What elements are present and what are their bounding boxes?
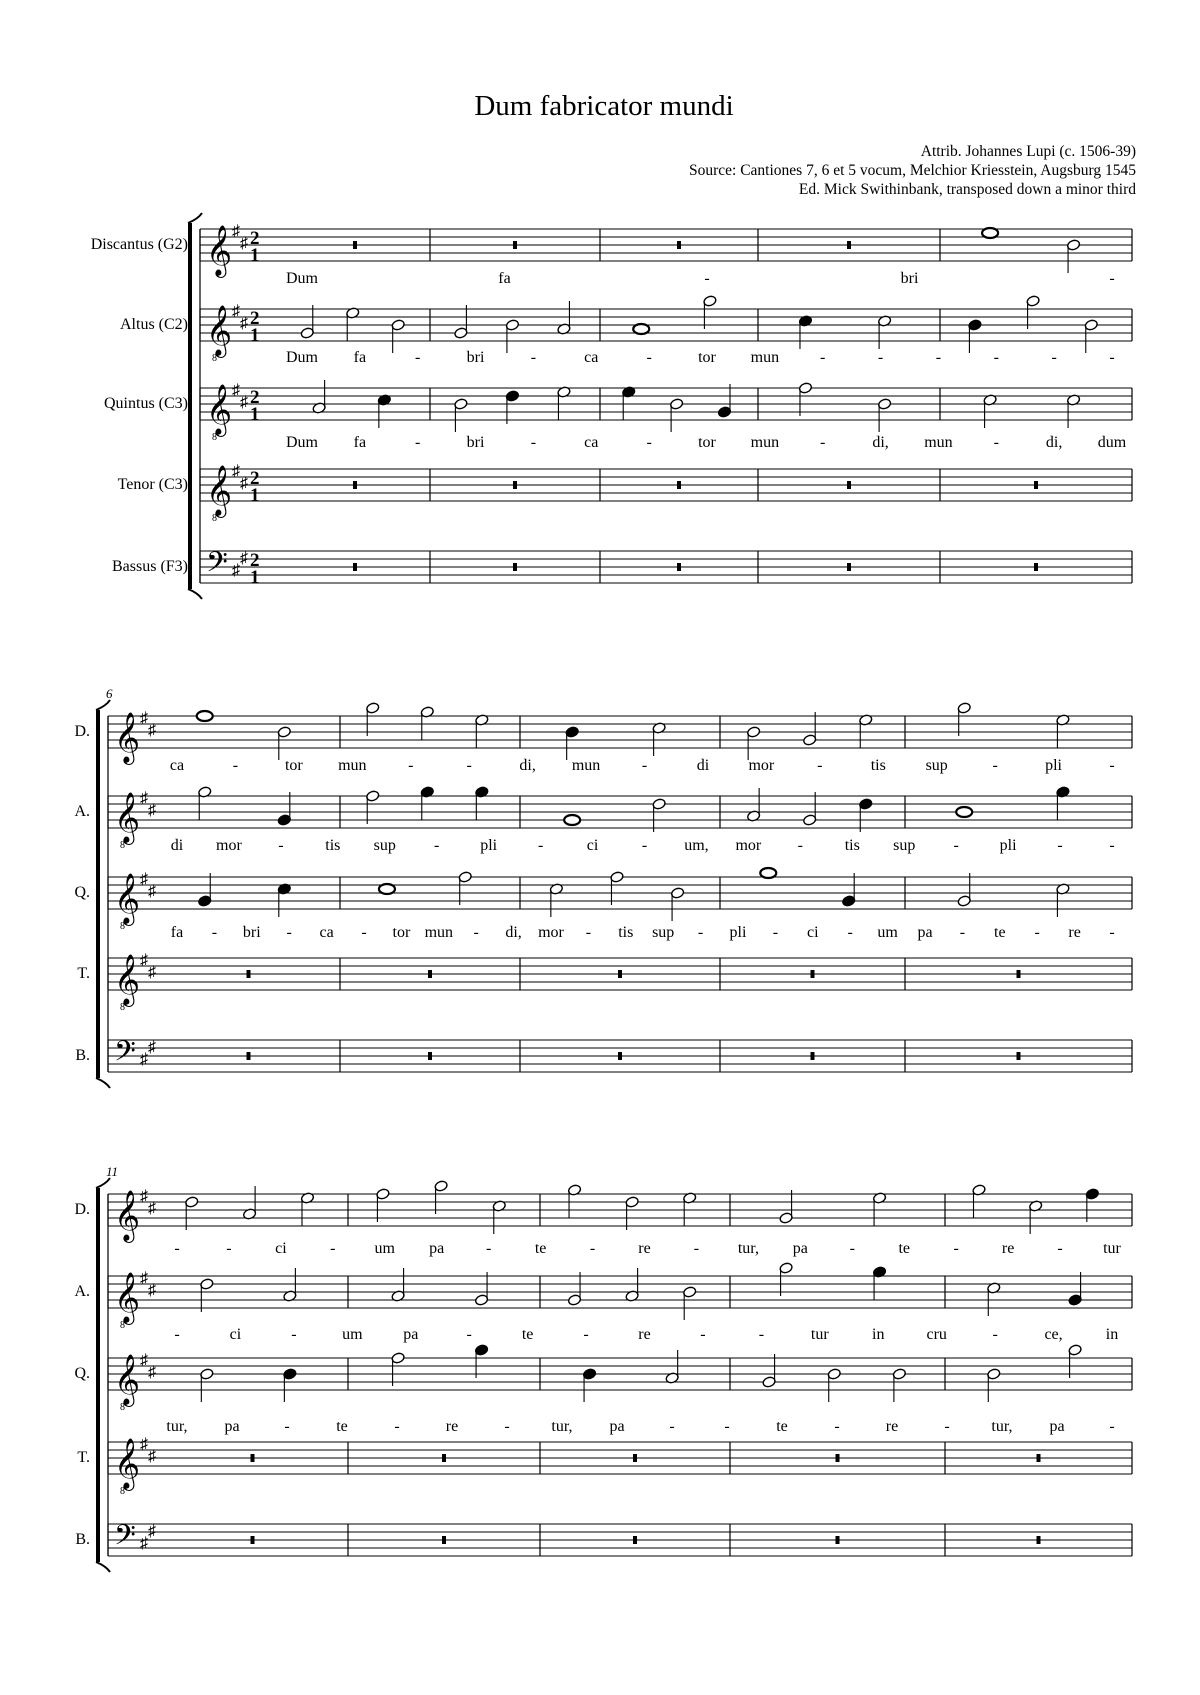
lyric-syllable: pli xyxy=(999,837,1017,854)
breve-rest xyxy=(677,241,681,249)
lyric-syllable: - xyxy=(953,1240,959,1257)
part-name: Q. xyxy=(74,884,90,901)
lyric-syllable: - xyxy=(992,1326,998,1343)
lyric-syllable: ca xyxy=(584,349,599,366)
lyric-syllable: - xyxy=(877,349,884,366)
clef-8: 8 xyxy=(212,513,217,524)
lyric-syllable: mor xyxy=(216,837,242,854)
lyric-syllable: tor xyxy=(284,757,303,774)
lyric-syllable: mun xyxy=(750,349,780,366)
part-name: Tenor (C3) xyxy=(117,476,188,493)
lyric-syllable: - xyxy=(415,434,421,451)
lyric-syllable: - xyxy=(530,349,537,366)
key-signature: ♯ xyxy=(140,710,148,727)
breve-rest xyxy=(353,241,357,249)
time-signature-num: 2 xyxy=(250,228,260,249)
key-signature: ♯ xyxy=(148,1448,156,1465)
measure-number: 11 xyxy=(106,1164,119,1179)
breve-rest xyxy=(677,481,681,489)
breve-rest xyxy=(1037,1454,1041,1462)
breve-rest xyxy=(513,481,517,489)
whole-note xyxy=(633,324,649,334)
lyric-syllable: - xyxy=(278,837,284,854)
lyric-syllable: tur, xyxy=(737,1240,759,1257)
lyric-syllable: - xyxy=(1109,757,1115,774)
time-signature-num: 2 xyxy=(250,387,260,408)
part-name: Discantus (G2) xyxy=(90,236,188,253)
lyric-syllable: - xyxy=(174,1326,180,1343)
clef: 𝄞 xyxy=(206,466,233,515)
key-signature: ♯ xyxy=(240,475,248,492)
key-signature: ♯ xyxy=(232,463,240,480)
lyric-syllable: - xyxy=(847,924,853,941)
lyric-syllable: pa xyxy=(429,1240,445,1257)
lyric-syllable: - xyxy=(704,270,710,287)
key-signature: ♯ xyxy=(232,562,240,579)
lyric-syllable: mun xyxy=(424,924,454,941)
lyric-syllable: di, xyxy=(1045,434,1063,451)
lyric-syllable: sup xyxy=(652,924,675,941)
breve-rest xyxy=(428,970,432,978)
lyric-syllable: tis xyxy=(870,757,886,774)
lyric-syllable: tor xyxy=(698,434,716,451)
lyric-syllable: - xyxy=(817,757,823,774)
lyric-syllable: pa xyxy=(1049,1418,1065,1435)
time-signature-den: 1 xyxy=(250,567,260,588)
lyric-syllable: fa xyxy=(353,349,367,366)
breve-rest xyxy=(1034,563,1038,571)
part-name: B. xyxy=(75,1047,90,1064)
lyric-syllable: - xyxy=(641,757,648,774)
lyric-syllable: di, xyxy=(872,434,889,451)
lyric-syllable: di xyxy=(170,837,184,854)
lyric-syllable: - xyxy=(1057,837,1063,854)
key-signature: ♯ xyxy=(140,1352,148,1369)
lyric-syllable: tur, xyxy=(166,1418,188,1435)
bracket-bottom-hook xyxy=(96,1078,110,1088)
lyric-syllable: - xyxy=(646,434,652,451)
key-signature: ♯ xyxy=(148,722,156,739)
lyric-syllable: mor xyxy=(735,837,762,854)
lyric-syllable: in xyxy=(1105,1326,1119,1343)
lyric-syllable: tis xyxy=(325,837,341,854)
part-name: Q. xyxy=(74,1365,90,1382)
lyric-syllable: ci xyxy=(586,837,599,854)
lyric-syllable: pli xyxy=(729,924,747,941)
lyric-syllable: - xyxy=(758,1326,765,1343)
lyric-syllable: - xyxy=(1051,349,1057,366)
lyric-syllable: - xyxy=(669,1418,675,1435)
lyric-syllable: bri xyxy=(900,270,919,287)
breve-rest xyxy=(811,1052,815,1060)
lyric-syllable: ci xyxy=(807,924,819,941)
lyric-syllable: - xyxy=(772,924,779,941)
lyric-syllable: sup xyxy=(925,757,948,774)
key-signature: ♯ xyxy=(232,382,240,399)
lyric-syllable: tor xyxy=(392,924,411,941)
breve-rest xyxy=(442,1536,446,1544)
lyric-syllable: - xyxy=(466,1326,472,1343)
key-signature: ♯ xyxy=(148,1523,156,1540)
time-signature-den: 1 xyxy=(250,325,260,346)
whole-note xyxy=(956,807,972,817)
lyric-syllable: mor xyxy=(538,924,564,941)
lyric-syllable: - xyxy=(394,1418,400,1435)
lyric-syllable: tor xyxy=(698,349,716,366)
lyric-syllable: re xyxy=(1068,924,1081,941)
breve-rest xyxy=(428,1052,432,1060)
lyric-syllable: sup xyxy=(893,837,916,854)
clef: 𝄢 xyxy=(114,1037,136,1074)
part-name: Quintus (C3) xyxy=(104,395,188,412)
time-signature-num: 2 xyxy=(250,550,260,571)
part-name: D. xyxy=(74,723,90,740)
lyric-syllable: - xyxy=(992,757,998,774)
part-name: Altus (C2) xyxy=(120,316,188,333)
breve-rest xyxy=(513,563,517,571)
lyric-syllable: - xyxy=(504,1418,510,1435)
key-signature: ♯ xyxy=(148,1364,156,1381)
lyric-syllable: - xyxy=(486,1240,492,1257)
part-name: D. xyxy=(74,1201,90,1218)
key-signature: ♯ xyxy=(148,1039,156,1056)
breve-rest xyxy=(1034,481,1038,489)
lyric-syllable: ca xyxy=(169,757,185,774)
lyric-syllable: - xyxy=(1109,349,1115,366)
lyric-syllable: - xyxy=(291,1326,297,1343)
lyric-syllable: - xyxy=(959,924,966,941)
whole-note xyxy=(379,884,395,894)
clef: 𝄞 xyxy=(206,306,233,355)
lyric-syllable: um xyxy=(342,1326,363,1343)
lyric-syllable: di xyxy=(696,757,710,774)
lyric-syllable: - xyxy=(1034,924,1040,941)
editor-credit: Ed. Mick Swithinbank, transposed down a minor third xyxy=(798,181,1136,198)
lyric-syllable: pa xyxy=(609,1418,625,1435)
part-name: A. xyxy=(74,803,90,820)
lyric-syllable: - xyxy=(993,349,999,366)
lyric-syllable: - xyxy=(834,1418,840,1435)
part-name: T. xyxy=(77,1449,90,1466)
bracket-top-hook xyxy=(96,700,110,710)
key-signature: ♯ xyxy=(140,952,148,969)
lyric-syllable: pa xyxy=(224,1418,240,1435)
lyric-syllable: Dum xyxy=(286,270,318,287)
lyric-syllable: - xyxy=(473,924,479,941)
clef-8: 8 xyxy=(120,921,125,932)
breve-rest xyxy=(836,1536,840,1544)
key-signature: ♯ xyxy=(148,1200,156,1217)
time-signature-den: 1 xyxy=(250,485,260,506)
lyric-syllable: - xyxy=(944,1418,950,1435)
lyric-syllable: - xyxy=(820,349,826,366)
key-signature: ♯ xyxy=(148,964,156,981)
clef-8: 8 xyxy=(120,1320,125,1331)
key-signature: ♯ xyxy=(148,883,156,900)
key-signature: ♯ xyxy=(140,1270,148,1287)
clef: 𝄞 xyxy=(114,713,141,762)
part-name: A. xyxy=(74,1283,90,1300)
lyric-syllable: - xyxy=(434,837,440,854)
key-signature: ♯ xyxy=(240,394,248,411)
lyric-syllable: - xyxy=(226,1240,232,1257)
clef-8: 8 xyxy=(120,1002,125,1013)
lyric-syllable: tur xyxy=(810,1326,829,1343)
breve-rest xyxy=(251,1536,255,1544)
clef-8: 8 xyxy=(120,1402,125,1413)
bracket-top-hook xyxy=(96,1178,110,1188)
breve-rest xyxy=(513,241,517,249)
breve-rest xyxy=(618,970,622,978)
lyric-syllable: - xyxy=(211,924,218,941)
whole-note xyxy=(760,868,776,878)
lyric-syllable: pa xyxy=(792,1240,808,1257)
lyric-syllable: - xyxy=(693,1240,700,1257)
breve-rest xyxy=(836,1454,840,1462)
breve-rest xyxy=(353,481,357,489)
time-signature-den: 1 xyxy=(250,245,260,266)
clef: 𝄢 xyxy=(206,548,228,585)
clef-8: 8 xyxy=(212,353,217,364)
lyric-syllable: te xyxy=(534,1240,547,1257)
clef: 𝄞 xyxy=(114,1273,141,1322)
measure-number: 6 xyxy=(106,686,113,701)
clef-8: 8 xyxy=(212,432,217,443)
lyric-syllable: pli xyxy=(480,837,498,854)
bracket-bottom-hook xyxy=(96,1562,110,1572)
time-signature-den: 1 xyxy=(250,404,260,425)
lyric-syllable: bri xyxy=(466,349,485,366)
lyric-syllable: Dum xyxy=(286,349,318,366)
lyric-syllable: - xyxy=(330,1240,336,1257)
key-signature: ♯ xyxy=(140,1188,148,1205)
breve-rest xyxy=(811,970,815,978)
lyric-syllable: fa xyxy=(498,270,511,287)
bracket-bottom-hook xyxy=(188,589,202,599)
lyric-syllable: dum xyxy=(1097,434,1127,451)
lyric-syllable: - xyxy=(284,1418,290,1435)
key-signature: ♯ xyxy=(140,790,148,807)
key-signature: ♯ xyxy=(140,1436,148,1453)
time-signature-num: 2 xyxy=(250,468,260,489)
lyric-syllable: mun xyxy=(338,757,367,774)
lyric-syllable: re xyxy=(1001,1240,1015,1257)
lyric-syllable: te xyxy=(994,924,1006,941)
breve-rest xyxy=(633,1454,637,1462)
lyric-syllable: - xyxy=(286,924,292,941)
lyric-syllable: - xyxy=(646,349,652,366)
composer-credit: Attrib. Johannes Lupi (c. 1506-39) xyxy=(920,143,1136,160)
lyric-syllable: - xyxy=(1109,837,1115,854)
breve-rest xyxy=(442,1454,446,1462)
key-signature: ♯ xyxy=(148,1282,156,1299)
lyric-syllable: pa xyxy=(917,924,933,941)
lyric-syllable: Dum xyxy=(286,434,318,451)
clef: 𝄞 xyxy=(114,793,141,842)
breve-rest xyxy=(353,563,357,571)
lyric-syllable: - xyxy=(849,1240,855,1257)
part-name: B. xyxy=(75,1531,90,1548)
lyric-syllable: re xyxy=(638,1326,651,1343)
lyric-syllable: te xyxy=(898,1240,910,1257)
breve-rest xyxy=(677,563,681,571)
lyric-syllable: - xyxy=(1109,924,1115,941)
breve-rest xyxy=(633,1536,637,1544)
key-signature: ♯ xyxy=(140,1051,148,1068)
lyric-syllable: - xyxy=(724,1418,730,1435)
lyric-syllable: tur, xyxy=(991,1418,1013,1435)
clef-8: 8 xyxy=(120,840,125,851)
lyric-syllable: - xyxy=(530,434,537,451)
lyric-syllable: bri xyxy=(242,924,261,941)
lyric-syllable: um xyxy=(877,924,898,941)
key-signature: ♯ xyxy=(240,550,248,567)
lyric-syllable: - xyxy=(361,924,367,941)
clef: 𝄞 xyxy=(114,955,141,1004)
lyric-syllable: mun xyxy=(571,757,601,774)
lyric-syllable: mun xyxy=(750,434,780,451)
lyric-syllable: re xyxy=(445,1418,459,1435)
whole-note xyxy=(982,228,998,238)
clef: 𝄞 xyxy=(114,1355,141,1404)
lyric-syllable: - xyxy=(537,837,544,854)
whole-note xyxy=(197,711,213,721)
lyric-syllable: - xyxy=(174,1240,180,1257)
whole-note xyxy=(564,815,580,825)
breve-rest xyxy=(847,563,851,571)
lyric-syllable: te xyxy=(521,1326,534,1343)
part-name: T. xyxy=(77,965,90,982)
lyric-syllable: fa xyxy=(170,924,184,941)
lyric-syllable: - xyxy=(993,434,999,451)
lyric-syllable: te xyxy=(776,1418,788,1435)
breve-rest xyxy=(251,1454,255,1462)
key-signature: ♯ xyxy=(232,223,240,240)
lyric-syllable: di, xyxy=(505,924,522,941)
lyric-syllable: - xyxy=(1109,1418,1115,1435)
lyric-syllable: - xyxy=(641,837,648,854)
key-signature: ♯ xyxy=(240,315,248,332)
lyric-syllable: - xyxy=(589,1240,596,1257)
lyric-syllable: ca xyxy=(319,924,334,941)
breve-rest xyxy=(247,1052,251,1060)
breve-rest xyxy=(1037,1536,1041,1544)
lyric-syllable: - xyxy=(700,1326,706,1343)
lyric-syllable: mor xyxy=(748,757,775,774)
clef: 𝄞 xyxy=(206,385,233,434)
lyric-syllable: um, xyxy=(684,837,709,854)
source-credit: Source: Cantiones 7, 6 et 5 vocum, Melchior Kriesstein, Augsburg 1545 xyxy=(688,162,1136,179)
lyric-syllable: pli xyxy=(1045,757,1063,774)
lyric-syllable: re xyxy=(638,1240,651,1257)
lyric-syllable: - xyxy=(232,757,239,774)
lyric-syllable: in xyxy=(872,1326,885,1343)
lyric-syllable: tis xyxy=(844,837,860,854)
key-signature: ♯ xyxy=(240,235,248,252)
lyric-syllable: cru xyxy=(926,1326,947,1343)
key-signature: ♯ xyxy=(232,303,240,320)
lyric-syllable: - xyxy=(408,757,414,774)
lyric-syllable: - xyxy=(466,757,472,774)
breve-rest xyxy=(247,970,251,978)
lyric-syllable: - xyxy=(935,349,942,366)
breve-rest xyxy=(618,1052,622,1060)
breve-rest xyxy=(1017,1052,1021,1060)
time-signature-num: 2 xyxy=(250,308,260,329)
clef: 𝄞 xyxy=(206,226,233,275)
lyric-syllable: fa xyxy=(353,434,367,451)
clef: 𝄞 xyxy=(114,1439,141,1488)
key-signature: ♯ xyxy=(148,802,156,819)
lyric-syllable: te xyxy=(336,1418,348,1435)
clef: 𝄢 xyxy=(114,1521,136,1558)
breve-rest xyxy=(847,241,851,249)
lyric-syllable: tur, xyxy=(551,1418,573,1435)
part-name: Bassus (F3) xyxy=(111,558,188,575)
lyric-syllable: - xyxy=(697,924,704,941)
lyric-syllable: - xyxy=(797,837,803,854)
lyric-syllable: ce, xyxy=(1044,1326,1063,1343)
bracket-top-hook xyxy=(188,213,202,223)
lyric-syllable: ci xyxy=(275,1240,287,1257)
lyric-syllable: tis xyxy=(618,924,634,941)
lyric-syllable: um xyxy=(374,1240,396,1257)
lyric-syllable: ci xyxy=(229,1326,242,1343)
clef: 𝄞 xyxy=(114,874,141,923)
lyric-syllable: - xyxy=(585,924,592,941)
breve-rest xyxy=(1017,970,1021,978)
lyric-syllable: ca xyxy=(584,434,599,451)
key-signature: ♯ xyxy=(140,871,148,888)
title: Dum fabricator mundi xyxy=(474,90,734,122)
lyric-syllable: di, xyxy=(519,757,536,774)
lyric-syllable: - xyxy=(1109,270,1115,287)
lyric-syllable: - xyxy=(583,1326,589,1343)
lyric-syllable: tur xyxy=(1103,1240,1121,1257)
lyric-syllable: mun xyxy=(924,434,953,451)
lyric-syllable: pa xyxy=(403,1326,419,1343)
lyric-syllable: - xyxy=(820,434,826,451)
clef: 𝄞 xyxy=(114,1191,141,1240)
lyric-syllable: bri xyxy=(466,434,485,451)
key-signature: ♯ xyxy=(140,1535,148,1552)
breve-rest xyxy=(847,481,851,489)
lyric-syllable: sup xyxy=(373,837,396,854)
lyric-syllable: - xyxy=(953,837,959,854)
lyric-syllable: - xyxy=(415,349,421,366)
lyric-syllable: re xyxy=(885,1418,899,1435)
lyric-syllable: - xyxy=(1057,1240,1063,1257)
clef-8: 8 xyxy=(120,1486,125,1497)
